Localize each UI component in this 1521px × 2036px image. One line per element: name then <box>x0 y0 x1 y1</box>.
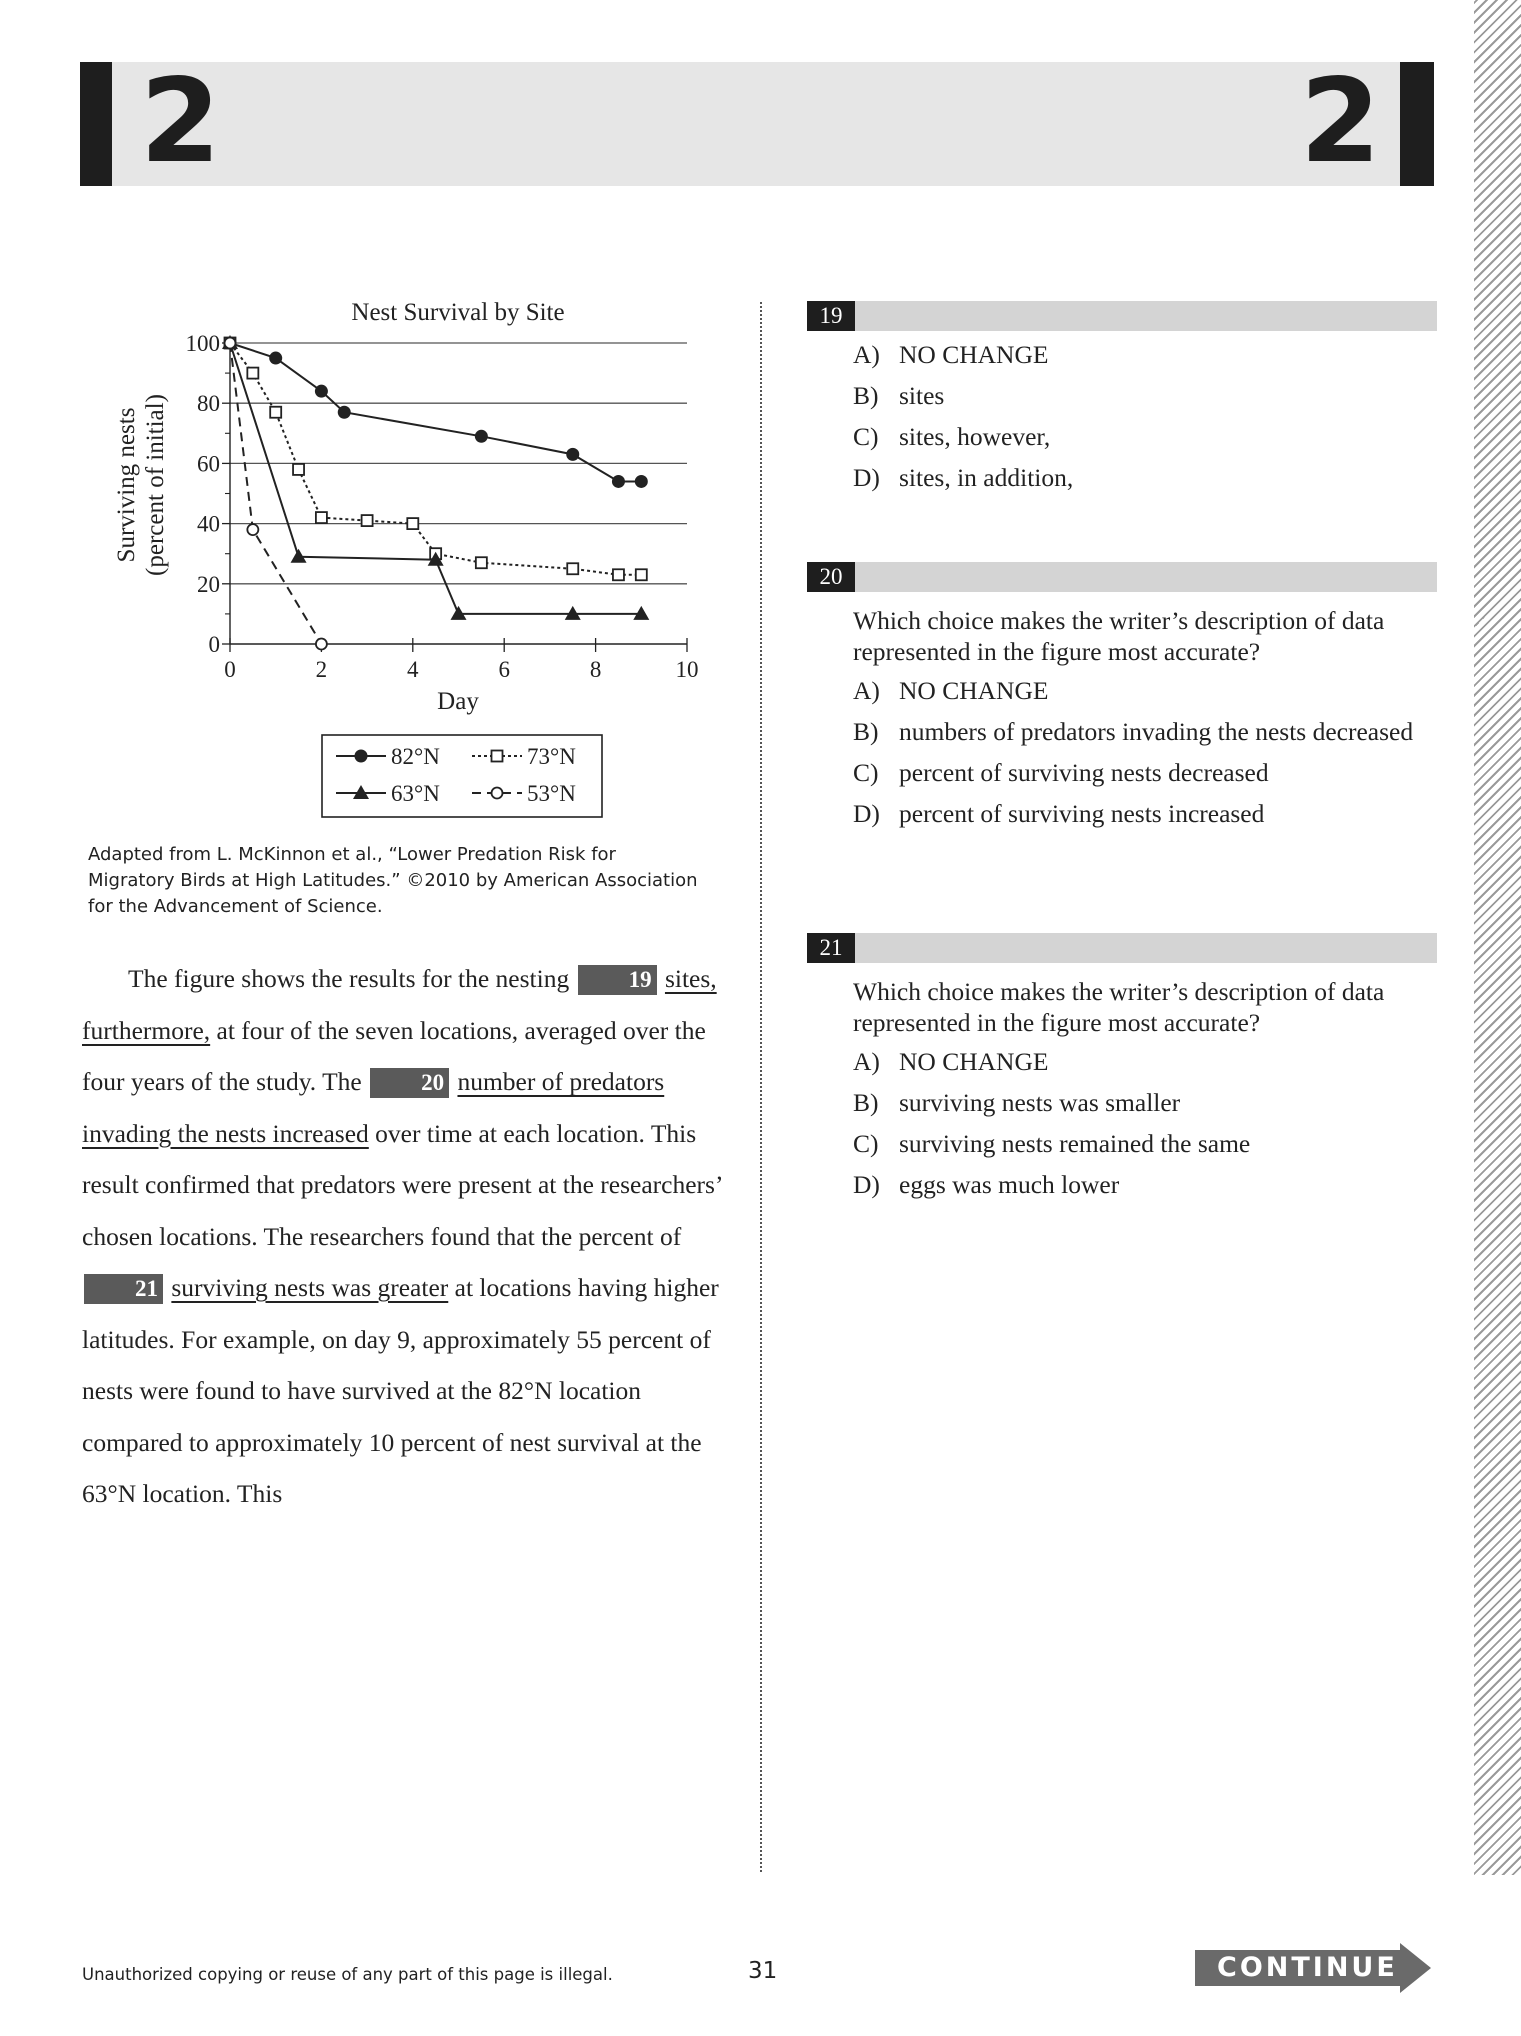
legend-label: 82°N <box>391 744 440 769</box>
question-header-bar <box>807 933 1437 963</box>
option-letter: B) <box>853 381 879 410</box>
answer-options <box>807 675 1437 829</box>
data-point <box>613 569 624 580</box>
data-point <box>636 569 647 580</box>
question-number: 19 <box>807 301 855 331</box>
x-tick-label: 0 <box>224 657 236 682</box>
option-letter: B) <box>853 1088 879 1117</box>
question-21-marker[interactable]: 21 <box>84 1274 163 1304</box>
margin-hatch-strip <box>1474 0 1521 1875</box>
option-text: eggs was much lower <box>899 1170 1120 1199</box>
section-header-band <box>80 62 1434 186</box>
chart-svg <box>100 285 720 825</box>
legend-label: 73°N <box>527 744 576 769</box>
passage-paragraph <box>82 953 722 1520</box>
option-letter: C) <box>853 422 879 451</box>
nest-survival-chart <box>100 285 720 830</box>
data-point <box>566 448 579 461</box>
series-73°N <box>225 338 647 581</box>
legend-label: 63°N <box>391 781 440 806</box>
question-header-bar <box>807 301 1437 331</box>
column-divider <box>760 302 762 1872</box>
option-d[interactable] <box>853 798 1437 829</box>
option-a[interactable] <box>853 675 1437 706</box>
option-a[interactable] <box>853 1046 1437 1077</box>
x-tick-label: 2 <box>315 657 328 682</box>
y-tick-label: 60 <box>197 451 220 477</box>
data-point <box>338 406 351 419</box>
y-tick-labels <box>186 331 221 657</box>
data-point <box>635 475 648 488</box>
series-63°N <box>222 335 649 620</box>
option-d[interactable] <box>853 1169 1437 1200</box>
page-number: 31 <box>748 1958 778 1984</box>
option-letter: D) <box>853 799 880 828</box>
y-tick-label: 20 <box>197 571 220 597</box>
y-tick-label: 80 <box>197 391 220 417</box>
option-text: NO CHANGE <box>899 340 1049 369</box>
answer-options <box>807 339 1437 493</box>
chart-series <box>222 335 649 650</box>
series-line <box>230 343 641 614</box>
underlined-text-19: sites, furthermore, <box>82 964 717 1045</box>
option-d[interactable] <box>853 462 1437 493</box>
section-number-left: 2 <box>140 54 221 189</box>
data-point <box>492 788 503 799</box>
data-point <box>247 524 258 535</box>
data-point <box>291 549 307 563</box>
underlined-text-21: surviving nests was greater <box>171 1273 449 1302</box>
option-letter: A) <box>853 676 880 705</box>
question-stem: Which choice makes the writer’s description of data represented in the figure most accurate? <box>853 977 1385 1037</box>
copyright-note: Unauthorized copying or reuse of any part of this page is illegal. <box>82 1965 613 1984</box>
option-c[interactable] <box>853 421 1437 452</box>
y-tick-label: 100 <box>185 331 220 356</box>
question-19 <box>807 301 1437 493</box>
question-stem: Which choice makes the writer’s description of data represented in the figure most accurate? <box>853 606 1385 666</box>
data-point <box>355 750 368 763</box>
question-20 <box>807 562 1437 829</box>
option-text: sites, in addition, <box>899 463 1074 492</box>
option-b[interactable] <box>853 1087 1437 1118</box>
reading-passage <box>82 953 722 1520</box>
y-axis-label-line2: (percent of initial) <box>142 394 169 576</box>
data-point <box>407 518 418 529</box>
question-21 <box>807 933 1437 1200</box>
section-number-right: 2 <box>1300 54 1381 189</box>
option-text: percent of surviving nests decreased <box>899 758 1269 787</box>
y-tick-label: 40 <box>197 511 220 537</box>
option-text: percent of surviving nests increased <box>899 799 1265 828</box>
figure-caption: Adapted from L. McKinnon et al., “Lower Predation Risk for Migratory Birds at High Latitudes.” ©2010 by American Association for the Advancement of Science. <box>88 844 698 917</box>
option-letter: A) <box>853 1047 880 1076</box>
data-point <box>225 338 236 349</box>
data-point <box>316 639 327 650</box>
y-tick-label: 0 <box>208 632 220 657</box>
question-number: 21 <box>807 933 855 963</box>
x-tick-label: 10 <box>675 657 699 682</box>
data-point <box>567 563 578 574</box>
data-point <box>492 751 503 762</box>
header-right-bar <box>1400 62 1434 186</box>
x-axis-label: Day <box>437 688 479 715</box>
chart-title: Nest Survival by Site <box>351 299 565 326</box>
option-letter: B) <box>853 717 879 746</box>
data-point <box>362 515 373 526</box>
option-c[interactable] <box>853 757 1437 788</box>
option-letter: C) <box>853 758 879 787</box>
option-b[interactable] <box>853 380 1437 411</box>
option-b[interactable] <box>853 716 1437 747</box>
x-tick-label: 6 <box>498 657 510 682</box>
question-20-marker[interactable]: 20 <box>370 1068 449 1098</box>
continue-button[interactable] <box>1195 1943 1431 1993</box>
option-text: sites, however, <box>899 422 1051 451</box>
data-point <box>475 430 488 443</box>
option-text: NO CHANGE <box>899 1047 1049 1076</box>
legend-label: 53°N <box>527 781 576 806</box>
data-point <box>315 385 328 398</box>
data-point <box>293 464 304 475</box>
passage-text: The figure shows the results for the nesting <box>128 964 570 993</box>
option-a[interactable] <box>853 339 1437 370</box>
option-text: NO CHANGE <box>899 676 1049 705</box>
x-tick-label: 8 <box>589 657 602 682</box>
x-tick-label: 4 <box>407 657 419 682</box>
data-point <box>476 557 487 568</box>
option-text: surviving nests remained the same <box>899 1129 1251 1158</box>
passage-text: at locations having higher latitudes. For example, on day 9, approximately 55 percent of nests were found to have survived at the 82°N location compared to approximately 10 percent of nest survival at the 63°N location. This <box>82 1273 719 1508</box>
header-left-bar <box>80 62 112 186</box>
x-tick-labels <box>224 657 698 682</box>
data-point <box>270 407 281 418</box>
passage-text: over time at each location. This result confirmed that predators were present at the researchers’ chosen locations. The researchers found that the percent of <box>82 1118 722 1251</box>
question-number: 20 <box>807 562 855 592</box>
data-point <box>612 475 625 488</box>
option-letter: C) <box>853 1129 879 1158</box>
option-letter: D) <box>853 463 880 492</box>
data-point <box>247 368 258 379</box>
question-19-marker[interactable]: 19 <box>578 965 657 995</box>
series-line <box>230 343 641 481</box>
option-text: numbers of predators invading the nests decreased <box>899 717 1414 746</box>
option-text: surviving nests was smaller <box>899 1088 1181 1117</box>
option-text: sites <box>899 381 945 410</box>
continue-label: CONTINUE <box>1217 1952 1398 1983</box>
underlined-text-20: number of predators invading the nests increased <box>82 1067 665 1148</box>
passage-text: at four of the seven locations, averaged over the four years of the study. The <box>82 1015 706 1096</box>
answer-options <box>807 1046 1437 1200</box>
data-point <box>269 352 282 365</box>
question-header-bar <box>807 562 1437 592</box>
option-letter: A) <box>853 340 880 369</box>
y-axis-label-line1: Surviving nests <box>113 407 140 563</box>
series-82°N <box>224 337 648 488</box>
option-letter: D) <box>853 1170 880 1199</box>
option-c[interactable] <box>853 1128 1437 1159</box>
data-point <box>316 512 327 523</box>
